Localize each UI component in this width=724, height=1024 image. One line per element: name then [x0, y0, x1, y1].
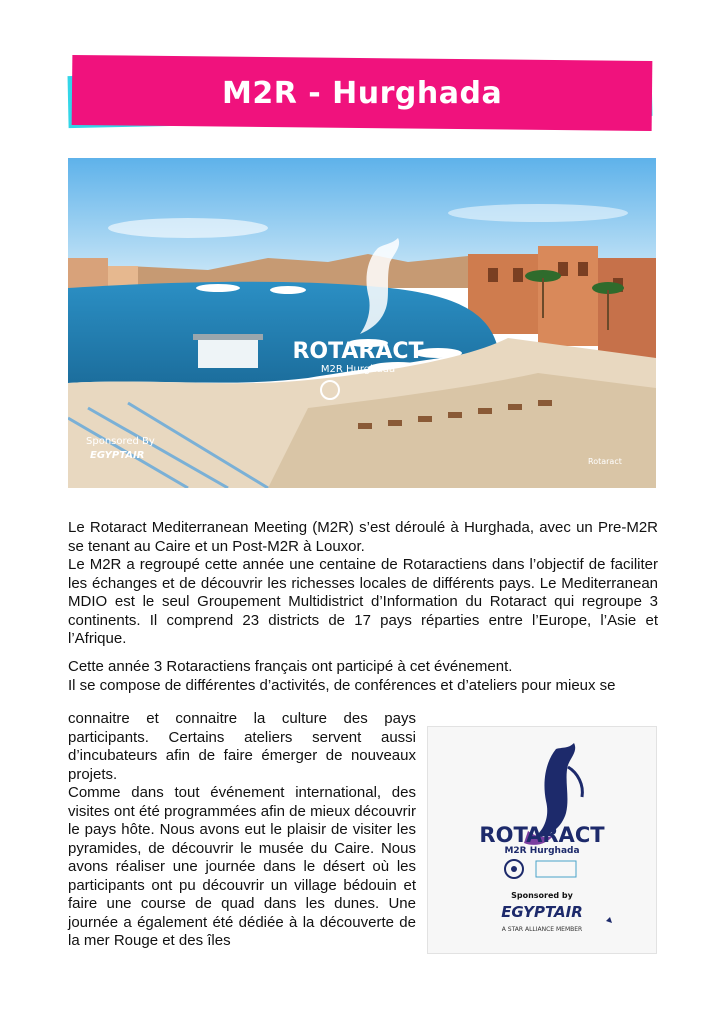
- hero-sponsor-logo: EGYPTAIR: [90, 450, 145, 461]
- paragraph: Cette année 3 Rotaractiens français ont participé à cet événement.: [68, 658, 513, 675]
- poster-sponsor-logo: EGYPTAIR: [501, 903, 583, 921]
- paragraph: connaitre et connaitre la culture des pays participants. Certains ateliers servent aussi d’incubateurs afin de faire émerger de nouveaux projets.: [68, 710, 416, 783]
- banner-pink-stripe: [72, 55, 653, 131]
- paragraph: Il se compose de différentes d’activités, de conférences et d’ateliers pour mieux se: [68, 676, 616, 694]
- middle-text: [68, 658, 658, 695]
- paragraph: Comme dans tout événement international, des visites ont été programmées afin de mieux découvrir le pays hôte. Nous avons eut le plaisir de visiter les pyramides, de découvrir le musée du Caire. Nous avons réaliser une journée dans le désert où les participants ont pu découvrir un village bédouin et faire une course de quad dans les dunes. Une journée a également été dédiée à la découverte de la mer Rouge et des îles: [68, 784, 416, 949]
- hero-corner-logo: Rotaract: [588, 457, 622, 466]
- hero-photo: [68, 158, 656, 488]
- poster-subtitle: M2R Hurghada: [504, 846, 580, 856]
- intro-text: [68, 519, 658, 649]
- page-title: M2R - Hurghada: [221, 75, 503, 111]
- paragraph: Le M2R a regroupé cette année une centaine de Rotaractiens dans l’objectif de faciliter les échanges et de découvrir les richesses locales de différents pays. Le Mediterranean MDIO est le seul Groupement Multidistrict d’Information du Rotaract qui regroupe 3 continents. Il comprend 23 districts de 17 pays réparties entre l’Europe, l’Asie et l’Afrique.: [68, 556, 658, 647]
- poster-sponsored-by: Sponsored by: [511, 891, 573, 900]
- poster-brand: ROTARACT: [479, 823, 605, 847]
- narrow-text: [68, 710, 416, 951]
- event-poster: [427, 726, 657, 954]
- hero-sponsored-by: Sponsored By: [86, 436, 155, 447]
- hero-brand-text: ROTARACT: [292, 339, 424, 364]
- title-banner: [64, 44, 664, 140]
- poster-alliance-text: A STAR ALLIANCE MEMBER: [501, 926, 583, 933]
- mediterranean-logo: [536, 861, 576, 877]
- hero-subtitle-text: M2R Hurghada: [320, 364, 396, 375]
- paragraph: Le Rotaract Mediterranean Meeting (M2R) s’est déroulé à Hurghada, avec un Pre-M2R se tenant au Caire et un Post-M2R à Louxor.: [68, 519, 658, 555]
